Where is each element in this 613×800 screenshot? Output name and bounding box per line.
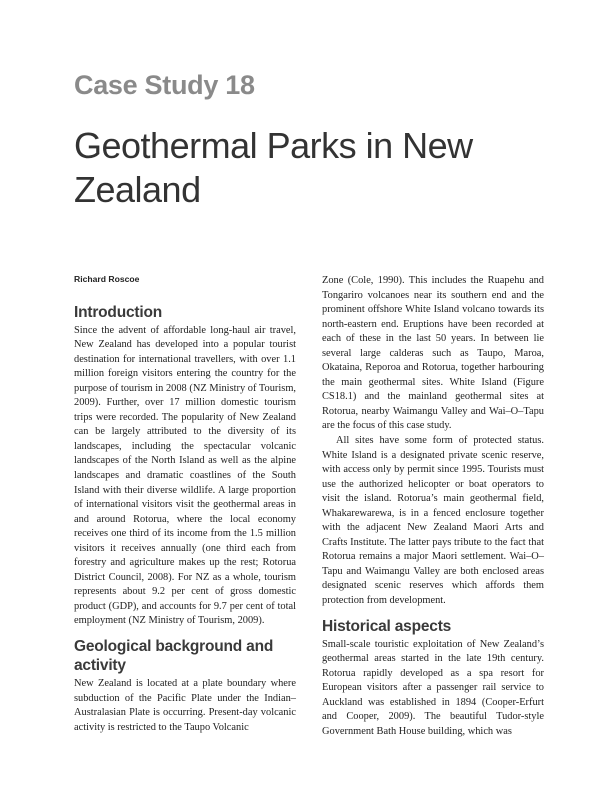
page-title: Geothermal Parks in New Zealand [74, 125, 473, 210]
historical-paragraph: Small-scale touristic exploitation of New Zealand’s geothermal areas started in the late 19th century. Rotorua rapidly developed as a spa resort for European visitors after a passenger rail service to Auckland was established in 1894 (Cooper-Erfurt and Cooper, 2009). The beautiful Tudor-style Government Bath House building, which was [322, 638, 544, 737]
introduction-paragraph: Since the advent of affordable long-haul air travel, New Zealand has developed into a popular tourist destination for international travellers, with over 1.1 million foreign visitors entering the country for the purpose of tourism in 2008 (NZ Ministry of Tourism, 2009). Further, over 17 million domestic tourism trips were recorded. The popularity of New Zealand can be largely attributed to the diversity of its landscapes, including the spectacular volcanic landscapes of the North Island as well as the alpine landscapes and dramatic coastlines of the South Island with their diverse wildlife. A large proportion of international visitors visit the geothermal areas in and around Rotorua, where the local economy receives one third of its income from the 1.5 million visitors it receives annually (one third each from forestry and agriculture makes up the rest; Rotorua District Council, 2008). For NZ as a whole, tourism represents about 9.2 per cent of gross domestic product (GDP), and accounts for 9.7 per cent of total employment (NZ Ministry of Tourism, 2009). [74, 324, 296, 627]
geological-paragraph-start: New Zealand is located at a plate boundary where subduction of the Pacific Plate under the Indian–Australasian Plate is occurring. Present-day volcanic activity is restricted to the Taupo Volcanic [74, 678, 296, 733]
case-study-label: Case Study 18 [74, 70, 255, 100]
protected-status-paragraph: All sites have some form of protected status. White Island is a designated private scenic reserve, with access only by permit since 1995. Tourists must use the authorized helicopter or boat operators to visit the island. Rotorua’s main geothermal field, Whakarewarewa, is in a fenced enclosure together with the adjacent New Zealand Maori Arts and Crafts Institute. The latter pays tribute to the fact that Rotorua remains a major Maori settlement. Wai–O–Tapu and Waimangu Valley are both enclosed areas designated scenic reserves which affords them protection from development. [322, 435, 544, 607]
introduction-heading: Introduction [74, 303, 162, 321]
author-name: Richard Roscoe [74, 274, 140, 284]
left-column [74, 272, 296, 735]
right-column [322, 274, 544, 739]
geological-heading: Geological background and activity [74, 638, 274, 675]
geological-paragraph-continued: Zone (Cole, 1990). This includes the Ruapehu and Tongariro volcanoes near its southern end and the prominent offshore White Island volcano towards its north-eastern end. Eruptions have been recorded at each of these in the last 50 years. In between lie several large calderas such as Taupo, Maroa, Okataina, Reporoa and Rotorua, together harbouring the main geothermal sites. White Island (Figure CS18.1) and the mainland geothermal sites at Rotorua, nearby Waimangu Valley and Wai–O–Tapu are the focus of this case study. [322, 275, 544, 432]
historical-heading: Historical aspects [322, 617, 452, 635]
